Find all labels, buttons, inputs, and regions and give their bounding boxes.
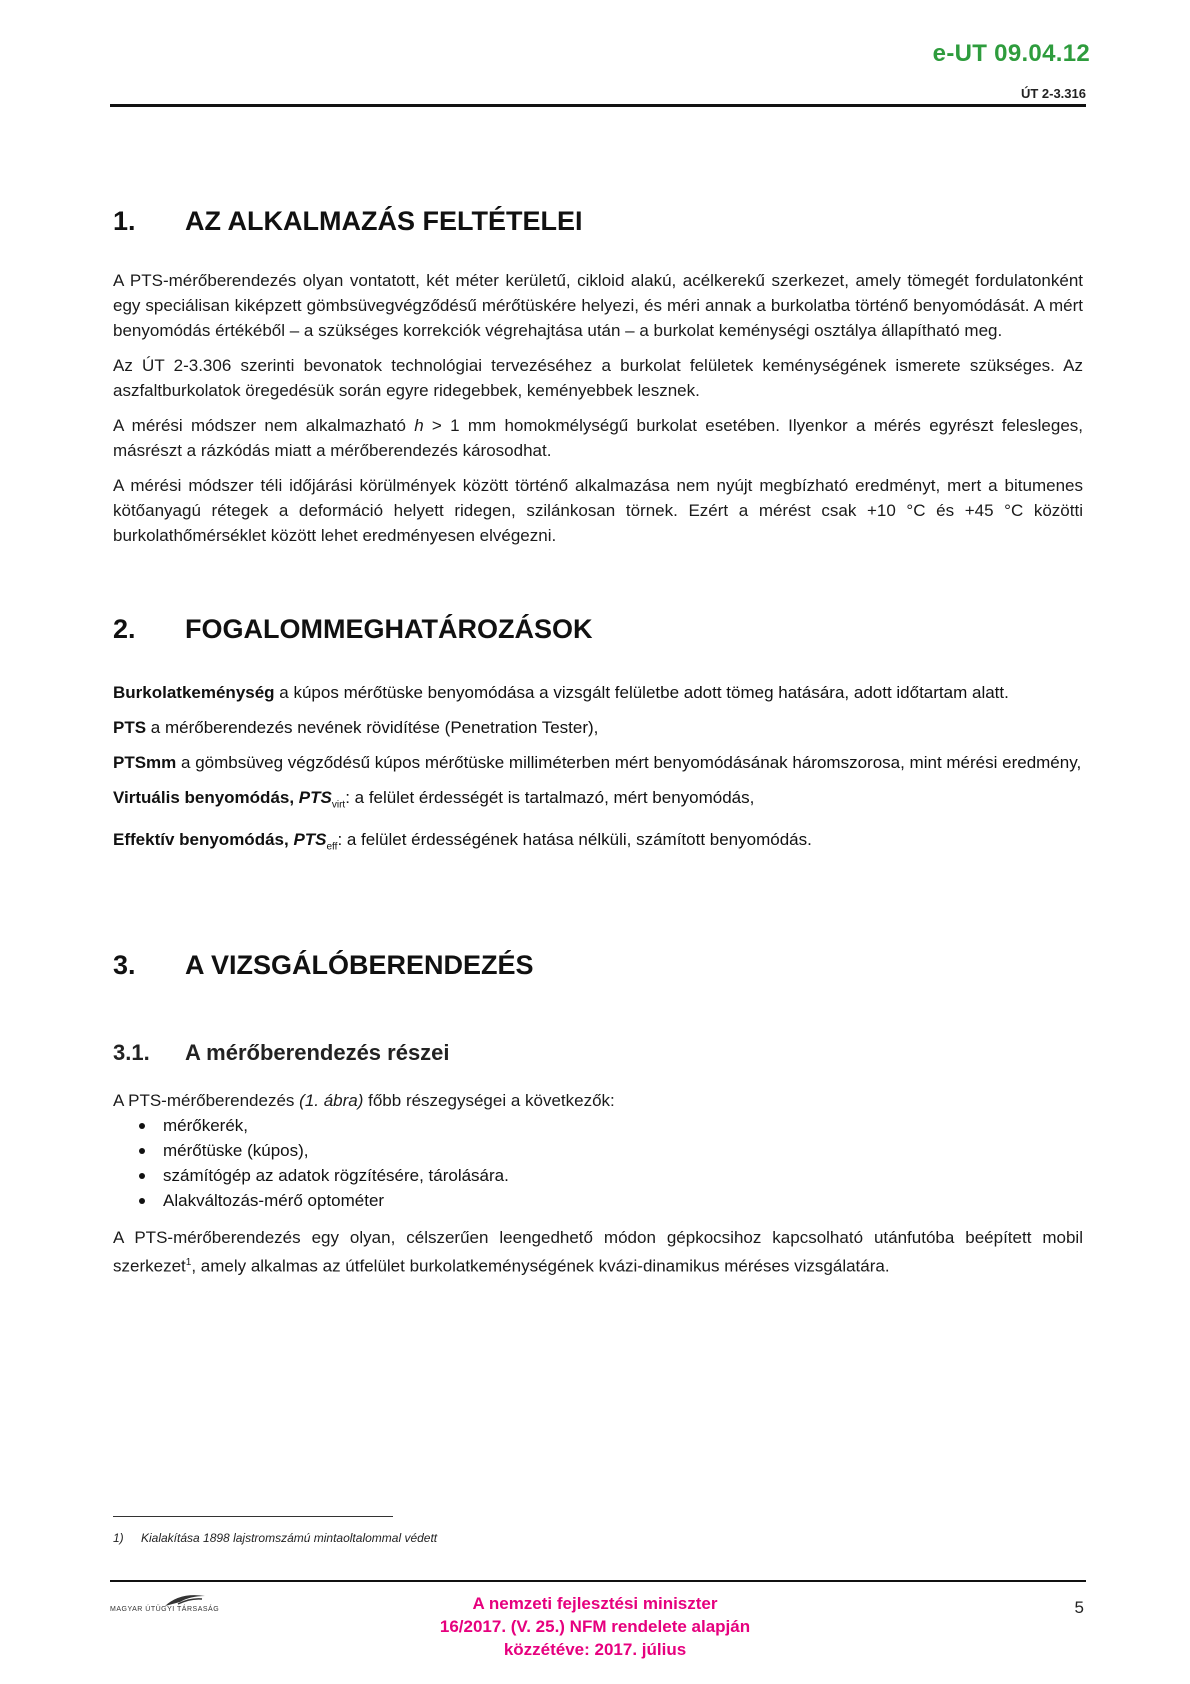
subsection-3-1-heading bbox=[113, 1040, 1083, 1066]
symbol-subscript: virt bbox=[331, 799, 346, 811]
list-item: Alakváltozás-mérő optométer bbox=[139, 1188, 1083, 1213]
definition-term: PTS bbox=[113, 718, 147, 737]
list-item: mérőtüske (kúpos), bbox=[139, 1138, 1083, 1163]
paragraph: A PTS-mérőberendezés olyan vontatott, két méter kerületű, cikloid alakú, acélkerekű szerkezet, amely tömegét fordulatonként egy speciálisan kiképzett gömbsüvegvégződésű mérőtüskére helyezi, és méri annak a burkolatba történő benyomódását. A mért benyomódás értékéből – a szükséges korrekciók végrehajtása után – a burkolat keménységi osztálya állapítható meg. bbox=[113, 271, 1083, 340]
section-1-heading bbox=[113, 206, 1083, 237]
paragraph-text: > 1 mm homokmélységű burkolat esetében. Ilyenkor a mérés egyrészt felesleges, másrészt a rázkódás miatt a mérőberendezés károsodhat. bbox=[113, 416, 1083, 460]
footnote-number: 1) bbox=[113, 1531, 124, 1545]
subsection-3-1-body bbox=[113, 1088, 1083, 1279]
definition-term: Burkolatkeménység bbox=[113, 683, 275, 702]
subsection-number: 3.1. bbox=[113, 1040, 150, 1065]
footnote bbox=[113, 1531, 437, 1545]
section-title: AZ ALKALMAZÁS FELTÉTELEI bbox=[185, 206, 583, 236]
definition-item bbox=[113, 827, 1083, 859]
list-intro bbox=[113, 1088, 1083, 1113]
publication-line: 16/2017. (V. 25.) NFM rendelete alapján bbox=[439, 1617, 751, 1636]
list-item: számítógép az adatok rögzítésére, tárolására. bbox=[139, 1163, 1083, 1188]
paragraph-text: , amely alkalmas az útfelület burkolatkeménységének kvázi-dinamikus méréses vizsgálatára. bbox=[191, 1256, 890, 1276]
publication-line: A nemzeti fejlesztési miniszter bbox=[472, 1594, 718, 1613]
subsection-title: A mérőberendezés részei bbox=[185, 1040, 450, 1065]
definition-text: a mérőberendezés nevének rövidítése (Penetration Tester), bbox=[146, 718, 599, 737]
intro-text: A PTS-mérőberendezés bbox=[113, 1091, 300, 1110]
symbol-subscript: eff bbox=[326, 841, 338, 853]
definition-item bbox=[113, 785, 1083, 817]
document-code: e-UT 09.04.12 bbox=[932, 40, 1090, 67]
paragraph-text: A mérési módszer nem alkalmazható bbox=[113, 416, 415, 435]
section-number: 3. bbox=[113, 950, 136, 980]
definition-text: a kúpos mérőtüske benyomódása a vizsgált felületbe adott tömeg hatására, adott időtartam alatt. bbox=[274, 683, 1009, 702]
parts-list bbox=[113, 1113, 1083, 1213]
definition-item bbox=[113, 715, 1083, 740]
definitions-list bbox=[113, 680, 1083, 870]
paragraph-text: A PTS-mérőberendezés egy olyan, célszerűen leengedhető módon gépkocsihoz kapcsolható utánfutóba beépített mobil szerkezet bbox=[113, 1228, 1083, 1276]
standard-code: ÚT 2-3.316 bbox=[1020, 86, 1086, 101]
paragraph bbox=[113, 1225, 1083, 1279]
paragraph: Az ÚT 2-3.306 szerinti bevonatok technológiai tervezéséhez a burkolat felületek keménységének ismerete szükséges. Az aszfaltburkolatok öregedésük során egyre ridegebbek, keményebbek lesznek. bbox=[113, 356, 1083, 400]
publication-line: közzétéve: 2017. július bbox=[503, 1640, 687, 1659]
variable-h: h bbox=[414, 416, 424, 435]
definition-item bbox=[113, 680, 1083, 705]
figure-reference: (1. ábra) bbox=[299, 1091, 364, 1110]
logo-text: MAGYAR ÚTÜGYI TÁRSASÁG bbox=[110, 1606, 220, 1613]
definition-text: a gömbsüveg végződésű kúpos mérőtüske milliméterben mért benyomódásának háromszorosa, mint mérési eredmény, bbox=[176, 753, 1082, 772]
definition-term: Virtuális benyomódás, bbox=[113, 788, 299, 807]
section-title: A VIZSGÁLÓBERENDEZÉS bbox=[185, 950, 534, 980]
definition-text: : a felület érdességének hatása nélküli, számított benyomódás. bbox=[337, 830, 812, 850]
publication-note bbox=[350, 1592, 840, 1661]
footnote-rule bbox=[113, 1516, 393, 1517]
symbol: PTS bbox=[298, 788, 332, 807]
list-item: mérőkerék, bbox=[139, 1113, 1083, 1138]
definition-item bbox=[113, 750, 1083, 775]
paragraph: A mérési módszer téli időjárási körülmények között történő alkalmazása nem nyújt megbízható eredményt, mert a bitumenes kötőanyagú rétegek a deformáció helyett ridegen, szilánkosan törnek. Ezért a mérést csak +10 °C és +45 °C közötti burkolathőmérséklet között lehet eredményesen elvégezni. bbox=[113, 476, 1083, 545]
intro-text: főbb részegységei a következők: bbox=[363, 1091, 615, 1110]
header-rule bbox=[110, 104, 1086, 107]
section-number: 2. bbox=[113, 614, 136, 644]
section-number: 1. bbox=[113, 206, 136, 236]
section-title: FOGALOMMEGHATÁROZÁSOK bbox=[185, 614, 593, 644]
paragraph bbox=[113, 413, 1083, 463]
section-1-body bbox=[113, 268, 1083, 558]
symbol: PTS bbox=[293, 830, 327, 850]
section-2-heading bbox=[113, 614, 1083, 645]
page-number: 5 bbox=[1074, 1598, 1084, 1617]
footnote-marker[interactable]: 1 bbox=[185, 1257, 192, 1268]
definition-text: : a felület érdességét is tartalmazó, mért benyomódás, bbox=[345, 788, 755, 807]
definition-term: PTSmm bbox=[113, 753, 177, 772]
footnote-text: Kialakítása 1898 lajstromszámú mintaoltalommal védett bbox=[141, 1531, 438, 1545]
section-3-heading bbox=[113, 950, 1083, 981]
mut-logo bbox=[110, 1590, 260, 1620]
footer-rule bbox=[110, 1580, 1086, 1582]
definition-term: Effektív benyomódás, bbox=[113, 830, 294, 850]
